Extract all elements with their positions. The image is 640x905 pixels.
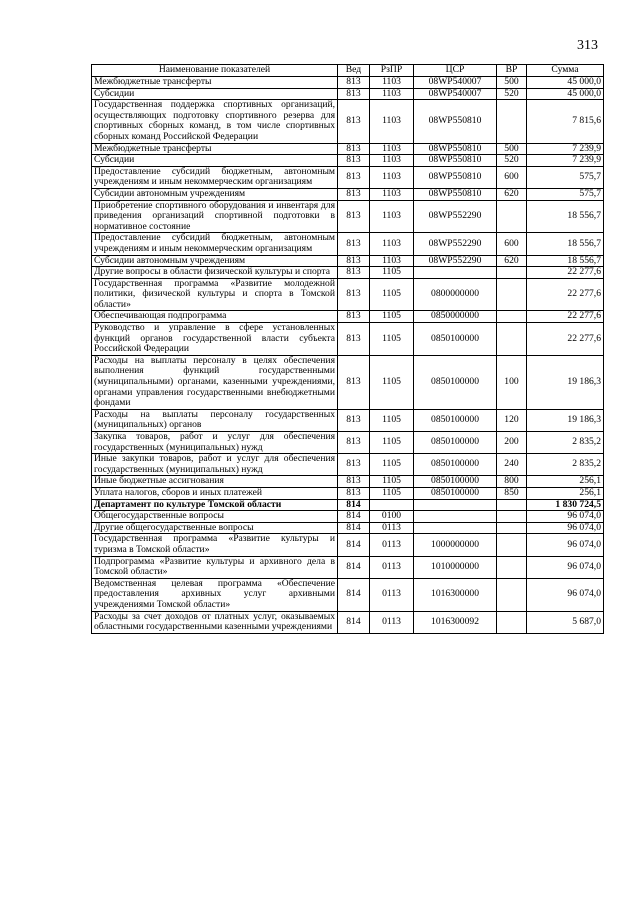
cell-csr: 0850100000 [414, 323, 497, 356]
cell-rzpr: 0113 [370, 611, 414, 633]
cell-ved: 814 [338, 522, 370, 534]
page-number: 313 [577, 38, 598, 53]
cell-vr: 520 [497, 155, 527, 167]
cell-sum: 96 074,0 [527, 534, 604, 556]
table-row [92, 233, 604, 255]
cell-ved: 813 [338, 233, 370, 255]
cell-csr: 0850100000 [414, 487, 497, 499]
cell-sum: 256,1 [527, 476, 604, 488]
cell-vr: 120 [497, 409, 527, 431]
cell-sum: 256,1 [527, 487, 604, 499]
cell-rzpr: 0113 [370, 522, 414, 534]
table-row [92, 267, 604, 279]
cell-vr: 500 [497, 143, 527, 155]
cell-csr: 0850100000 [414, 355, 497, 409]
cell-ved: 813 [338, 267, 370, 279]
cell-rzpr: 0113 [370, 556, 414, 578]
cell-vr: 600 [497, 166, 527, 188]
cell-vr: 200 [497, 432, 527, 454]
table-row [92, 355, 604, 409]
cell-sum: 7 239,9 [527, 155, 604, 167]
cell-rzpr: 1103 [370, 77, 414, 89]
cell-sum: 96 074,0 [527, 511, 604, 523]
cell-ved: 813 [338, 323, 370, 356]
cell-ved: 814 [338, 534, 370, 556]
header-vr: ВР [497, 65, 527, 77]
cell-rzpr [370, 499, 414, 511]
cell-name: Ведомственная целевая программа «Обеспечение предоставления архивных услуг архивными учреждениями Томской области» [92, 578, 338, 611]
cell-csr: 08WP550810 [414, 188, 497, 200]
cell-csr: 1000000000 [414, 534, 497, 556]
table-row [92, 323, 604, 356]
cell-sum: 22 277,6 [527, 311, 604, 323]
cell-name: Подпрограмма «Развитие культуры и архивного дела в Томской области» [92, 556, 338, 578]
cell-vr: 500 [497, 77, 527, 89]
cell-sum: 7 815,6 [527, 100, 604, 143]
table-row [92, 409, 604, 431]
cell-vr [497, 534, 527, 556]
cell-vr [497, 200, 527, 233]
table-header-row [92, 65, 604, 77]
table-row [92, 611, 604, 633]
cell-ved: 814 [338, 556, 370, 578]
cell-rzpr: 0113 [370, 578, 414, 611]
cell-rzpr: 1105 [370, 311, 414, 323]
cell-name: Расходы на выплаты персоналу государственных (муниципальных) органов [92, 409, 338, 431]
cell-sum: 45 000,0 [527, 88, 604, 100]
cell-vr [497, 267, 527, 279]
cell-vr [497, 278, 527, 311]
cell-csr: 08WP552290 [414, 200, 497, 233]
table-body [92, 77, 604, 634]
cell-sum: 45 000,0 [527, 77, 604, 89]
cell-vr [497, 611, 527, 633]
cell-sum: 22 277,6 [527, 323, 604, 356]
cell-ved: 813 [338, 188, 370, 200]
cell-rzpr: 1103 [370, 100, 414, 143]
cell-sum: 19 186,3 [527, 355, 604, 409]
cell-sum: 1 830 724,5 [527, 499, 604, 511]
cell-name: Предоставление субсидий бюджетным, автономным учреждениям и иным некоммерческим организациям [92, 166, 338, 188]
cell-sum: 22 277,6 [527, 267, 604, 279]
table-row [92, 166, 604, 188]
cell-name: Закупка товаров, работ и услуг для обеспечения государственных (муниципальных) нужд [92, 432, 338, 454]
cell-name: Департамент по культуре Томской области [92, 499, 338, 511]
cell-vr [497, 499, 527, 511]
cell-ved: 813 [338, 432, 370, 454]
cell-sum: 575,7 [527, 166, 604, 188]
cell-csr: 08WP550810 [414, 155, 497, 167]
cell-rzpr: 1103 [370, 255, 414, 267]
cell-name: Государственная программа «Развитие культуры и туризма в Томской области» [92, 534, 338, 556]
cell-vr: 850 [497, 487, 527, 499]
cell-ved: 813 [338, 77, 370, 89]
cell-ved: 814 [338, 511, 370, 523]
cell-csr: 08WP550810 [414, 143, 497, 155]
cell-ved: 813 [338, 487, 370, 499]
header-rzpr: РзПР [370, 65, 414, 77]
cell-name: Субсидии автономным учреждениям [92, 255, 338, 267]
cell-name: Иные бюджетные ассигнования [92, 476, 338, 488]
cell-rzpr: 1105 [370, 476, 414, 488]
cell-rzpr: 1105 [370, 487, 414, 499]
cell-csr: 0850100000 [414, 409, 497, 431]
cell-sum: 18 556,7 [527, 255, 604, 267]
table-row [92, 454, 604, 476]
table-row [92, 188, 604, 200]
cell-rzpr: 1103 [370, 200, 414, 233]
cell-vr [497, 578, 527, 611]
cell-rzpr: 1105 [370, 267, 414, 279]
cell-rzpr: 1103 [370, 188, 414, 200]
cell-csr: 08WP552290 [414, 233, 497, 255]
cell-csr: 0850100000 [414, 454, 497, 476]
cell-ved: 813 [338, 88, 370, 100]
cell-vr [497, 323, 527, 356]
table-row [92, 499, 604, 511]
cell-vr [497, 556, 527, 578]
cell-rzpr: 1103 [370, 155, 414, 167]
cell-csr: 0800000000 [414, 278, 497, 311]
cell-ved: 814 [338, 499, 370, 511]
cell-sum: 96 074,0 [527, 556, 604, 578]
cell-rzpr: 1105 [370, 278, 414, 311]
table-row [92, 578, 604, 611]
cell-vr: 240 [497, 454, 527, 476]
cell-name: Предоставление субсидий бюджетным, автономным учреждениям и иным некоммерческим организациям [92, 233, 338, 255]
cell-name: Уплата налогов, сборов и иных платежей [92, 487, 338, 499]
cell-csr [414, 522, 497, 534]
budget-table [91, 64, 604, 634]
table-row [92, 100, 604, 143]
cell-sum: 96 074,0 [527, 522, 604, 534]
cell-rzpr: 1105 [370, 454, 414, 476]
cell-name: Межбюджетные трансферты [92, 143, 338, 155]
header-ved: Вед [338, 65, 370, 77]
cell-vr [497, 522, 527, 534]
cell-ved: 813 [338, 155, 370, 167]
cell-ved: 814 [338, 578, 370, 611]
cell-sum: 18 556,7 [527, 200, 604, 233]
cell-csr: 0850100000 [414, 476, 497, 488]
cell-sum: 18 556,7 [527, 233, 604, 255]
header-csr: ЦСР [414, 65, 497, 77]
header-sum: Сумма [527, 65, 604, 77]
cell-ved: 813 [338, 143, 370, 155]
table-row [92, 278, 604, 311]
cell-name: Руководство и управление в сфере установленных функций органов государственной власти субъекта Российской Федерации [92, 323, 338, 356]
cell-rzpr: 1103 [370, 166, 414, 188]
table-row [92, 476, 604, 488]
cell-ved: 813 [338, 100, 370, 143]
cell-rzpr: 0113 [370, 534, 414, 556]
cell-name: Общегосударственные вопросы [92, 511, 338, 523]
cell-name: Другие общегосударственные вопросы [92, 522, 338, 534]
cell-vr [497, 311, 527, 323]
cell-sum: 96 074,0 [527, 578, 604, 611]
cell-csr [414, 267, 497, 279]
cell-name: Приобретение спортивного оборудования и инвентаря для приведения организаций спортивной подготовки в нормативное состояние [92, 200, 338, 233]
cell-ved: 813 [338, 454, 370, 476]
table-row [92, 311, 604, 323]
cell-csr [414, 499, 497, 511]
cell-name: Субсидии [92, 155, 338, 167]
cell-name: Обеспечивающая подпрограмма [92, 311, 338, 323]
cell-csr: 1016300000 [414, 578, 497, 611]
cell-csr: 0850000000 [414, 311, 497, 323]
cell-vr [497, 511, 527, 523]
table-row [92, 432, 604, 454]
table-row [92, 511, 604, 523]
cell-sum: 2 835,2 [527, 432, 604, 454]
cell-vr: 100 [497, 355, 527, 409]
cell-name: Расходы на выплаты персоналу в целях обеспечения выполнения функций государственными (муниципальными) органами, казенными учреждениями, органами управления государственными внебюджетными фондами [92, 355, 338, 409]
cell-rzpr: 1103 [370, 143, 414, 155]
cell-name: Расходы за счет доходов от платных услуг, оказываемых областными государственными казенными учреждениями [92, 611, 338, 633]
cell-name: Субсидии [92, 88, 338, 100]
cell-name: Межбюджетные трансферты [92, 77, 338, 89]
cell-sum: 7 239,9 [527, 143, 604, 155]
cell-csr: 08WP540007 [414, 88, 497, 100]
cell-sum: 19 186,3 [527, 409, 604, 431]
cell-ved: 814 [338, 611, 370, 633]
cell-csr: 1010000000 [414, 556, 497, 578]
cell-rzpr: 0100 [370, 511, 414, 523]
cell-csr: 08WP550810 [414, 166, 497, 188]
cell-csr: 1016300092 [414, 611, 497, 633]
cell-vr: 620 [497, 255, 527, 267]
cell-csr: 08WP552290 [414, 255, 497, 267]
cell-vr: 620 [497, 188, 527, 200]
table-row [92, 155, 604, 167]
cell-csr: 08WP550810 [414, 100, 497, 143]
cell-csr: 0850100000 [414, 432, 497, 454]
cell-sum: 575,7 [527, 188, 604, 200]
cell-rzpr: 1103 [370, 233, 414, 255]
cell-ved: 813 [338, 355, 370, 409]
cell-ved: 813 [338, 200, 370, 233]
cell-rzpr: 1105 [370, 355, 414, 409]
table-row [92, 487, 604, 499]
cell-name: Иные закупки товаров, работ и услуг для обеспечения государственных (муниципальных) нужд [92, 454, 338, 476]
table-row [92, 200, 604, 233]
table-row [92, 77, 604, 89]
table-row [92, 534, 604, 556]
cell-name: Другие вопросы в области физической культуры и спорта [92, 267, 338, 279]
cell-csr: 08WP540007 [414, 77, 497, 89]
cell-rzpr: 1105 [370, 432, 414, 454]
table-row [92, 556, 604, 578]
cell-ved: 813 [338, 255, 370, 267]
cell-ved: 813 [338, 476, 370, 488]
table-row [92, 255, 604, 267]
cell-vr: 520 [497, 88, 527, 100]
cell-ved: 813 [338, 311, 370, 323]
cell-name: Государственная программа «Развитие молодежной политики, физической культуры и спорта в Томской области» [92, 278, 338, 311]
cell-vr: 800 [497, 476, 527, 488]
cell-vr: 600 [497, 233, 527, 255]
cell-sum: 22 277,6 [527, 278, 604, 311]
cell-name: Государственная поддержка спортивных организаций, осуществляющих подготовку спортивного резерва для спортивных сборных команд, в том числе спортивных сборных команд Российской Федерации [92, 100, 338, 143]
table-row [92, 143, 604, 155]
cell-ved: 813 [338, 409, 370, 431]
cell-rzpr: 1105 [370, 409, 414, 431]
cell-sum: 2 835,2 [527, 454, 604, 476]
cell-ved: 813 [338, 166, 370, 188]
table-row [92, 88, 604, 100]
cell-sum: 5 687,0 [527, 611, 604, 633]
cell-vr [497, 100, 527, 143]
cell-ved: 813 [338, 278, 370, 311]
cell-rzpr: 1105 [370, 323, 414, 356]
table-row [92, 522, 604, 534]
cell-csr [414, 511, 497, 523]
cell-rzpr: 1103 [370, 88, 414, 100]
header-name: Наименование показателей [92, 65, 338, 77]
cell-name: Субсидии автономным учреждениям [92, 188, 338, 200]
